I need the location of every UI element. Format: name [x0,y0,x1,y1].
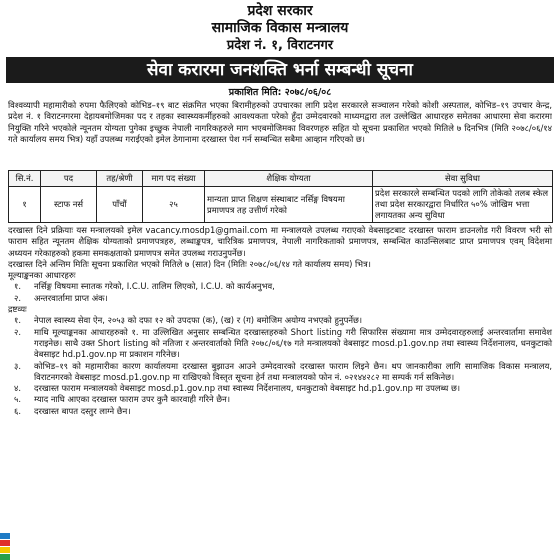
notes-heading: द्रष्टव्यः [8,304,27,315]
table-header-row [9,171,553,187]
color-bar-blue [0,533,10,539]
notice-header [0,3,560,54]
cell-facility: प्रदेश सरकारले सम्बन्धित पदको लागि तोकेको तलब स्केल तथा प्रदेश सरकारद्वारा निर्धारित ५०% जोखिम भत्ता लगायतका अन्य सुविधा [373,187,553,223]
col-header-post: पद [41,171,97,187]
list-item-text: नर्सिङ्ग विषयमा स्नातक गरेको, I.C.U. तालिम लिएको, I.C.U. को कार्यअनुभव, [34,281,275,292]
list-item [8,394,552,405]
list-item-text: दरखास्त बापत दस्तुर लाग्ने छैन। [34,405,131,416]
color-bar-decoration [0,532,14,560]
list-item [8,361,552,384]
list-item [8,327,552,361]
list-item-text: माथि मूल्याङ्कनका आधारहरुको १. मा उल्लिखित अनुसार सम्बन्धित दरखास्तहरुको Short listing गरी सिफारिस संख्यामा मात्र उम्मेदवारहरुलाई अन्तरवार्तामा समावेश गराइनेछ। साथै उक्त Short listing को नतिजा र अन्तरवार्ताको मिति २०७८/०६/१७ गते मन्त्रालयको वेबसाइट mosd.p1.gov.np तथा स्वास्थ्य निर्देशनालय, धनकुटाको वेबसाइट hd.p1.gov.np मा प्रकाशन गरिनेछ। [34,326,552,360]
col-header-qualification: शैक्षिक योग्यता [205,171,373,187]
list-item-text: कोभिड–१९ को महामारीका कारण कार्यालयमा दरखास्त बुझाउन आउने उम्मेदवारको दरखास्त फाराम लिइने छैन। थप जानकारीका लागि सामाजिक विकास मन्त्रालय, विराटनगरको वेबसाइट mosd.p1.gov.np मा राखिएको विस्तृत सूचना हेर्न तथा मन्त्रालयको फोन नं. ०२१४४२८२ मा सम्पर्क गर्न सकिनेछ। [34,360,552,382]
list-item [8,406,552,417]
header-line-3: प्रदेश नं. १, विराटनगर [226,38,334,53]
list-item-number: १. [14,315,22,326]
notes-list [8,315,552,417]
apply-process-paragraph: दरखास्त दिने प्रक्रियाः यस मन्त्रालयको इमेल vacancy.mosdp1@gmail.com मा मन्त्रालयले उपलब्ध गराएको वेबसाइटबाट दरखास्त फाराम डाउनलोड गरी विवरण भरी सो फाराम सहित न्यूनतम शैक्षिक योग्यताको प्रमाणपत्रहरु, लब्धाङ्कपत्र, चारित्रिक प्रमाणपत्र, नेपाली नागरिकताको प्रमाणपत्र, सम्बन्धित काउन्सिलबाट प्राप्त प्रमाणपत्र एवम् विदेशमा अध्ययन गरेकाहरुको हकमा समकक्षताको प्रमाणपत्र समेत उपलब्ध गराउनुपर्नेछ। [8,225,552,258]
list-item-number: ५. [14,394,22,405]
cell-level: पाँचौं [97,187,143,223]
color-bar-red [0,540,10,546]
cell-qualification: मान्यता प्राप्त शिक्षण संस्थाबाट नर्सिङ्ग विषयमा प्रमाणपत्र तह उत्तीर्ण गरेको [205,187,373,223]
notice-page [0,3,560,560]
list-item-text: अन्तरवार्तामा प्राप्त अंक। [34,292,108,303]
notice-title-banner: सेवा करारमा जनशक्ति भर्ना सम्बन्धी सूचना [6,57,554,83]
color-bar-yellow [0,547,10,553]
list-item-text: म्याद नाघि आएका दरखास्त फाराम उपर कुनै कारवाही गरिने छैन। [34,394,231,405]
col-header-facility: सेवा सुविधा [373,171,553,187]
header-line-1: प्रदेश सरकार [247,3,313,19]
header-line-2: सामाजिक विकास मन्त्रालय [211,20,349,36]
col-header-level: तह/श्रेणी [97,171,143,187]
col-header-sn: सि.नं. [9,171,41,187]
list-item-text: नेपाल स्वास्थ्य सेवा ऐन, २०५३ को दफा १२ को उपदफा (क), (ख) र (ग) बमोजिम अयोग्य नभएको हुनुपर्नेछ। [34,315,363,326]
table-row [9,187,553,223]
evaluation-heading: मूल्याङ्कनका आधारहरुः [8,270,76,281]
list-item-number: ६. [14,405,22,416]
color-bar-green [0,554,10,560]
list-item [8,383,552,394]
notice-body [8,225,552,417]
evaluation-list [8,281,552,304]
list-item-text: दरखास्त फाराम मन्त्रालयको वेबसाइट mosd.p1.gov.np तथा स्वास्थ्य निर्देशनालय, धनकुटाको वेबसाइट hd.p1.gov.np मा उपलब्ध छ। [34,383,460,394]
list-item-number: ३. [14,360,22,371]
list-item [8,293,552,304]
cell-count: २५ [143,187,205,223]
list-item [8,281,552,292]
list-item-number: ४. [14,383,22,394]
col-header-count: माग पद संख्या [143,171,205,187]
published-date: प्रकाशित मिति: २०७८/०६/०८ [228,87,332,98]
list-item [8,315,552,326]
cell-sn: १ [9,187,41,223]
list-item-number: २. [14,326,22,337]
deadline-paragraph: दरखास्त दिने अन्तिम मितिः सूचना प्रकाशित भएको मितिले ७ (सात) दिन (मितिः २०७८/०६/१४ गते कार्यालय समय) भित्र। [8,258,371,269]
list-item-number: २. [14,292,22,303]
vacancy-table [8,170,553,223]
list-item-number: १. [14,281,22,292]
cell-post: स्टाफ नर्स [41,187,97,223]
intro-paragraph: विश्वव्यापी महामारीको रुपमा फैलिएको कोभिड–१९ बाट संक्रमित भएका बिरामीहरुको उपचारका लागि प्रदेश सरकारले सञ्चालन गरेको कोशी अस्पताल, कोभिड–१९ उपचार केन्द्र, प्रदेश नं. १ विराटनगरमा देहायबमोजिमका पद र तहका स्वास्थ्यकर्मीहरुको आवश्यकता परेको हुँदा उम्मेदवारको माध्यमद्वारा तल उल्लेखित आधारहरु समेतका आधारमा सेवा करारमा नियुक्ति गरिने भएकोले न्यूनतम योग्यता पुगेका इच्छुक नेपाली नागरिकहरुले माग भएबमोजिमका विवरणहरु सहित यो सूचना प्रकाशित भएको मितिले ७ दिनभित्र (मिति २०७८/०६/१४ गते कार्यालय समय भित्र) यहाँ उपलब्ध गराईएको इमेल ठेगानामा दरखास्त पेश गर्न सम्बन्धित सबैमा आव्हान गरिएको छ। [8,100,552,145]
